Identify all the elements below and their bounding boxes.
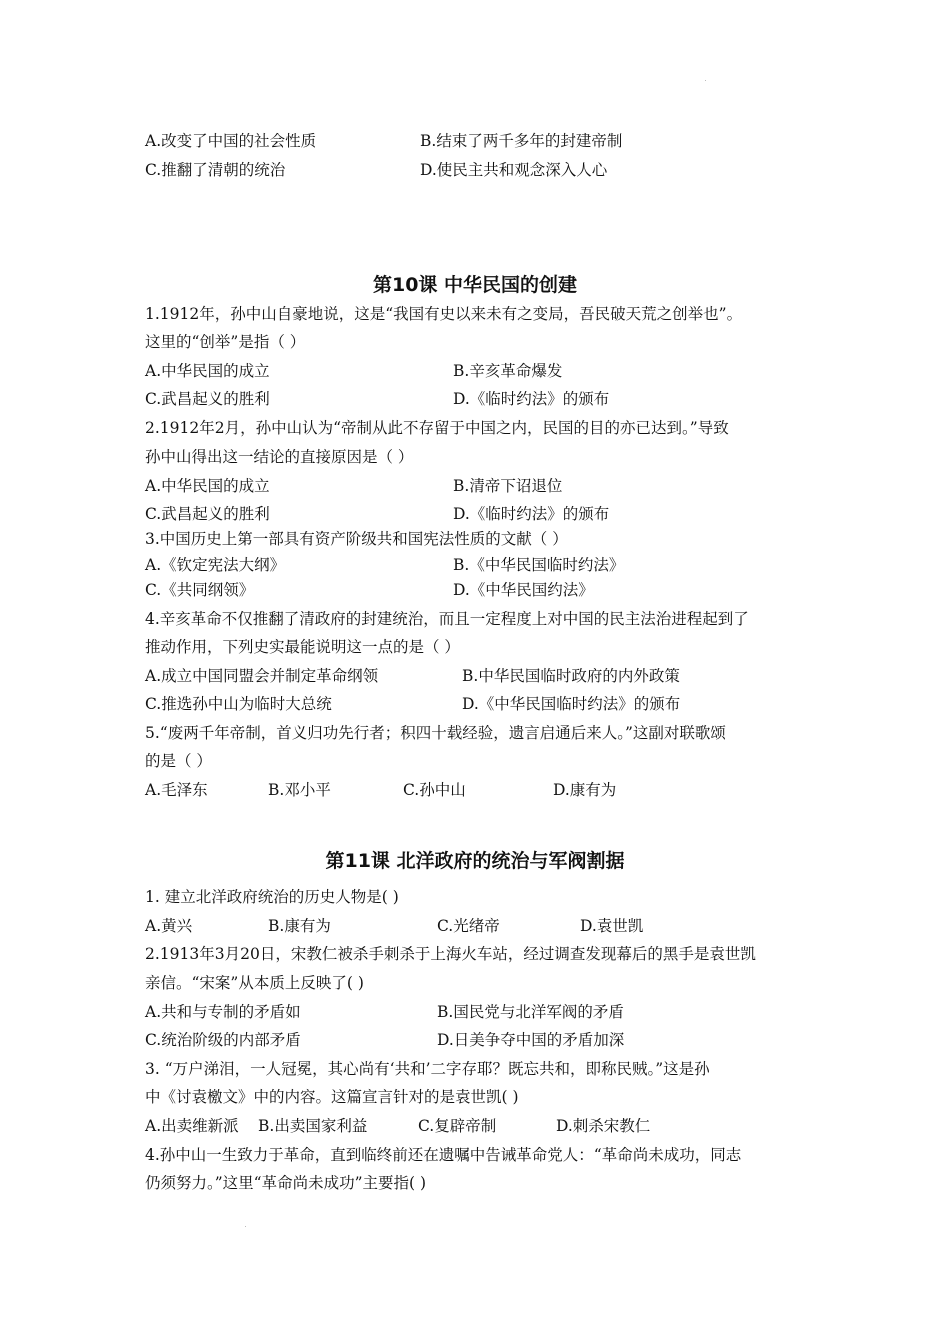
option-a: A.黄兴 <box>145 917 193 935</box>
question-text: 孙中山得出这一结论的直接原因是（ ） <box>145 448 414 466</box>
option-b: B.邓小平 <box>268 781 331 799</box>
option-b: B.中华民国临时政府的内外政策 <box>462 667 680 685</box>
option-d: D.《中华民国约法》 <box>453 581 594 599</box>
option-d: D.使民主共和观念深入人心 <box>420 161 608 179</box>
lesson-11-title: 第11课 北洋政府的统治与军阀割据 <box>325 850 625 872</box>
option-b: B.清帝下诏退位 <box>453 477 563 495</box>
scan-speck <box>245 1226 246 1227</box>
question-text: 2.1912年2月，孙中山认为“帝制从此不存留于中国之内，民国的目的亦已达到。”导致 <box>145 419 729 437</box>
scan-speck <box>705 80 706 81</box>
option-d: D.日美争夺中国的矛盾加深 <box>437 1031 625 1049</box>
option-a: A.共和与专制的矛盾如 <box>145 1003 301 1021</box>
option-c: C.武昌起义的胜利 <box>145 505 270 523</box>
question-text: 1.1912年，孙中山自豪地说，这是“我国有史以来未有之变局，吾民破天荒之创举也”。 <box>145 305 743 323</box>
option-a: A.中华民国的成立 <box>145 477 270 495</box>
question-text: 1. 建立北洋政府统治的历史人物是( ) <box>145 888 399 906</box>
option-a: A.改变了中国的社会性质 <box>145 132 317 150</box>
question-text: 亲信。“宋案”从本质上反映了( ) <box>145 974 364 992</box>
option-d: D.《中华民国临时约法》的颁布 <box>462 695 681 713</box>
option-d: D.袁世凯 <box>580 917 644 935</box>
question-text: 这里的“创举”是指（ ） <box>145 333 306 351</box>
question-text: 推动作用，下列史实最能说明这一点的是（ ） <box>145 638 460 656</box>
option-c: C.武昌起义的胜利 <box>145 390 270 408</box>
option-c: C.复辟帝制 <box>418 1117 497 1135</box>
option-a: A.《钦定宪法大纲》 <box>145 556 286 574</box>
option-d: D.《临时约法》的颁布 <box>453 505 610 523</box>
question-text: 4.辛亥革命不仅推翻了清政府的封建统治，而且一定程度上对中国的民主法治进程起到了 <box>145 610 749 628</box>
question-text: 3. “万户涕泪，一人冠冕，其心尚有‘共和’二字存耶？既忘共和，即称民贼。”这是孙 <box>145 1060 710 1078</box>
question-text: 的是（ ） <box>145 752 212 770</box>
question-text: 4.孙中山一生致力于革命，直到临终前还在遗嘱中告诫革命党人：“革命尚未成功，同志 <box>145 1146 742 1164</box>
question-text: 2.1913年3月20日，宋教仁被杀手刺杀于上海火车站，经过调查发现幕后的黑手是袁世凯 <box>145 945 756 963</box>
option-c: C.孙中山 <box>403 781 466 799</box>
question-text: 3.中国历史上第一部具有资产阶级共和国宪法性质的文献（ ） <box>145 530 568 548</box>
option-a: A.出卖维新派 <box>145 1117 239 1135</box>
option-b: B.《中华民国临时约法》 <box>453 556 625 574</box>
option-a: A.毛泽东 <box>145 781 208 799</box>
option-c: C.推选孙中山为临时大总统 <box>145 695 332 713</box>
question-text: 中《讨袁檄文》中的内容。这篇宣言针对的是袁世凯( ) <box>145 1088 519 1106</box>
option-c: C.光绪帝 <box>437 917 500 935</box>
option-d: D.康有为 <box>553 781 617 799</box>
option-b: B.国民党与北洋军阀的矛盾 <box>437 1003 624 1021</box>
option-a: A.成立中国同盟会并制定革命纲领 <box>145 667 379 685</box>
option-b: B.出卖国家利益 <box>258 1117 368 1135</box>
option-b: B.辛亥革命爆发 <box>453 362 563 380</box>
option-b: B.康有为 <box>268 917 331 935</box>
option-d: D.刺杀宋教仁 <box>556 1117 651 1135</box>
option-c: C.统治阶级的内部矛盾 <box>145 1031 301 1049</box>
option-a: A.中华民国的成立 <box>145 362 270 380</box>
option-b: B.结束了两千多年的封建帝制 <box>420 132 623 150</box>
option-c: C.《共同纲领》 <box>145 581 255 599</box>
lesson-10-title: 第10课 中华民国的创建 <box>372 274 578 296</box>
option-c: C.推翻了清朝的统治 <box>145 161 286 179</box>
option-d: D.《临时约法》的颁布 <box>453 390 610 408</box>
question-text: 仍须努力。”这里“革命尚未成功”主要指( ) <box>145 1174 427 1192</box>
question-text: 5.“废两千年帝制，首义归功先行者；积四十载经验，遗言启通后来人。”这副对联歌颂 <box>145 724 726 742</box>
